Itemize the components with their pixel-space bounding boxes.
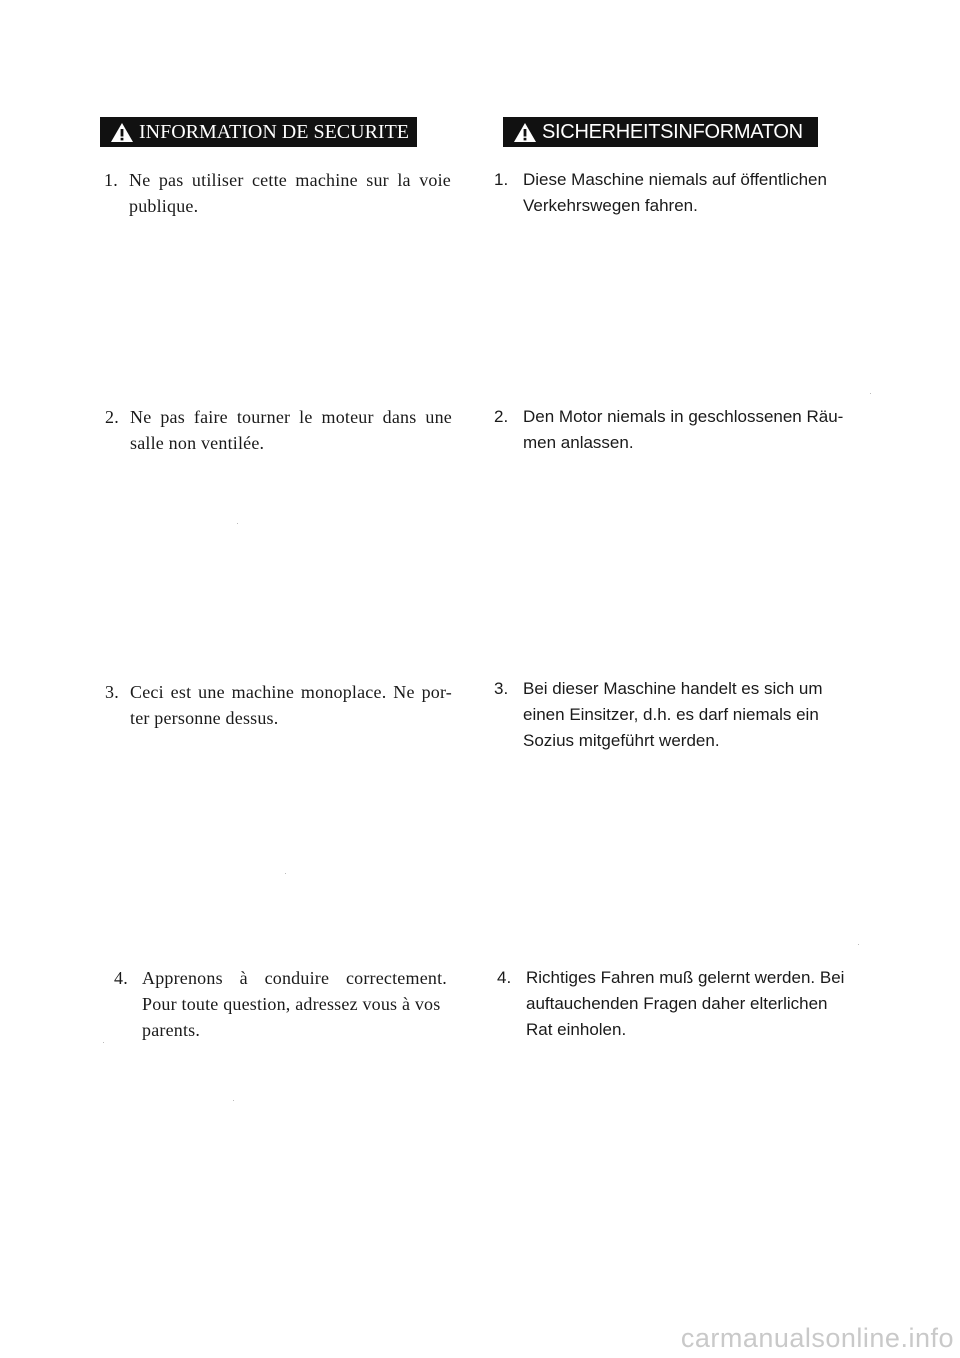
french-safety-heading [100,117,417,147]
warning-triangle-icon [110,122,134,143]
item-text: Diese Maschine niemals auf öffentlichen Verkehrswegen fahren. [523,170,827,215]
item-number: 1. [494,170,509,189]
scan-speck [870,393,871,394]
german-safety-heading [503,117,818,147]
warning-triangle-icon [513,122,537,143]
item-text: Apprenons à conduire correctement. Pour toute question, adressez vous à vos parents. [142,968,447,1040]
scan-speck [237,523,238,524]
site-watermark: carmanualsonline.info [680,1323,954,1353]
scan-speck [103,1042,104,1043]
item-number: 3. [494,679,509,698]
item-number: 2. [105,407,119,427]
item-text: Richtiges Fahren muß gelernt werden. Bei auftauchenden Fragen daher elterlichen Rat einholen. [526,968,845,1039]
item-number: 3. [105,682,119,702]
scan-speck [233,1100,234,1101]
item-text: Ceci est une machine monoplace. Ne por- ter personne dessus. [130,682,452,728]
item-text: Ne pas utiliser cette machine sur la voie publique. [129,170,451,216]
scan-speck [285,873,286,874]
item-number: 4. [114,968,128,988]
german-heading-text: SICHERHEITSINFORMATON [542,120,803,143]
item-number: 4. [497,968,512,987]
scan-speck [858,944,859,945]
item-text: Den Motor niemals in geschlossenen Räu- men anlassen. [523,407,844,452]
item-text: Ne pas faire tourner le moteur dans une salle non ventilée. [130,407,452,453]
item-number: 2. [494,407,509,426]
french-heading-text: INFORMATION DE SECURITE [139,120,409,143]
item-text: Bei dieser Maschine handelt es sich um einen Einsitzer, d.h. es darf niemals ein Sozius mitgeführt werden. [523,679,823,750]
item-number: 1. [104,170,118,190]
